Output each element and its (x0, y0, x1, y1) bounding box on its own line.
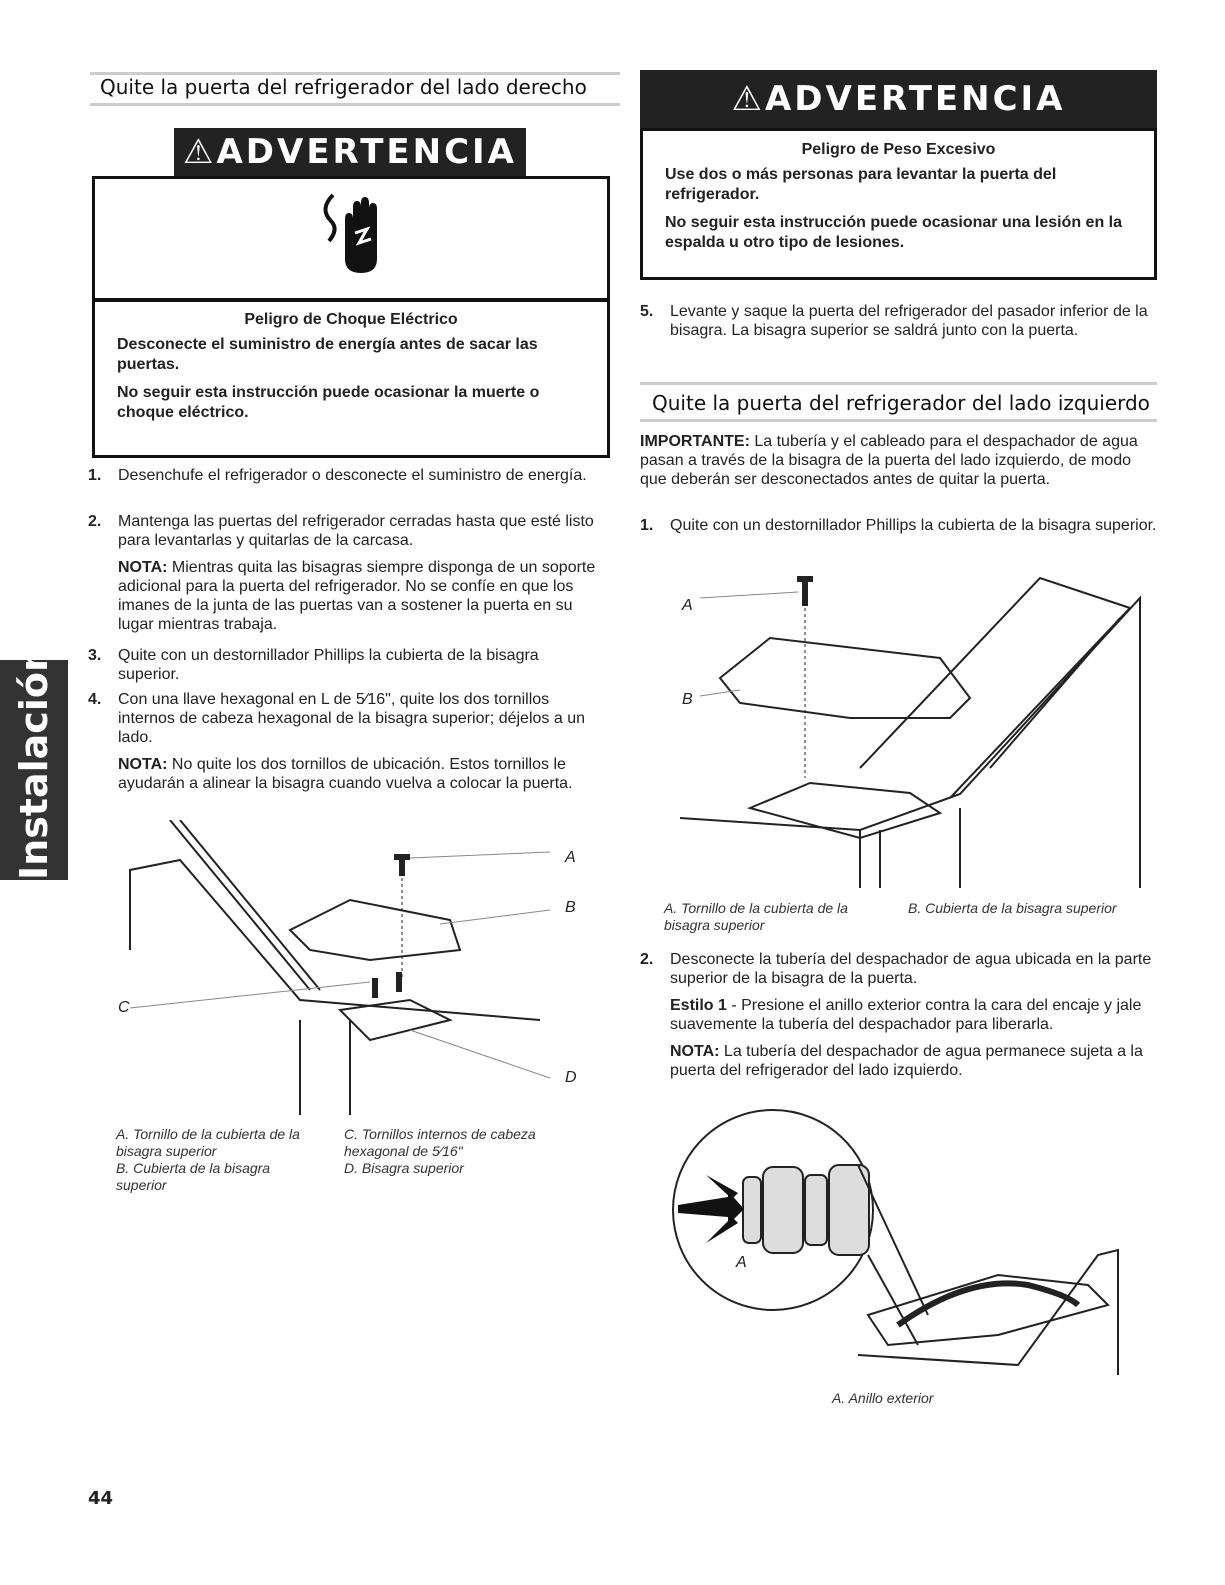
step-number: 2. (88, 513, 102, 530)
step-text: Levante y saque la puerta del refrigerador del pasador inferior de la bisagra. La bisagra superior se saldrá junto con la puerta. (670, 303, 1148, 339)
screw-icon (797, 576, 813, 606)
screw-c-icon (372, 972, 402, 998)
step-text: Mantenga las puertas del refrigerador cerradas hasta que esté listo para levantarlas y quitarlas de la carcasa. (118, 513, 594, 549)
warning-header: ⚠ADVERTENCIA (174, 128, 526, 176)
left-step-3 (88, 646, 598, 684)
step-number: 2. (640, 951, 654, 968)
important-label: IMPORTANTE: (640, 433, 750, 450)
hinge-cover (720, 638, 970, 718)
step-nota (118, 755, 598, 793)
important-text: La tubería y el cableado para el despachador de agua pasan a través de la bisagra de la puerta del lado izquierdo, de modo que deberán ser desconectados antes de quitar la puerta. (640, 433, 1138, 488)
step-text: Quite con un destornillador Phillips la cubierta de la bisagra superior. (670, 517, 1157, 534)
step-number: 3. (88, 647, 102, 664)
right-step-5 (640, 302, 1160, 340)
water-line-fitting-diagram (668, 1105, 1138, 1395)
cabinet-outline (680, 598, 1140, 888)
warning-icon-box (92, 176, 610, 302)
important-note (640, 432, 1160, 489)
left-step-2 (88, 512, 598, 634)
right-step-2 (640, 950, 1160, 1080)
step-text: Desenchufe el refrigerador o desconecte el suministro de energía. (118, 467, 587, 484)
left-door-hinge-cover-diagram (680, 568, 1160, 888)
caption-left-c: C. Tornillos internos de cabeza hexagonal de 5⁄16" (344, 1126, 536, 1159)
figure1-label-a: A (682, 597, 693, 614)
step-number: 1. (640, 517, 654, 534)
warning-line-2: No seguir esta instrucción puede ocasionar la muerte o choque eléctrico. (117, 384, 540, 421)
left-step-1 (88, 466, 598, 485)
step-text: Con una llave hexagonal en L de 5⁄16", quite los dos tornillos internos de cabeza hexagonal de la bisagra superior; déjelos a un lado. (118, 691, 585, 746)
step-text: Quite con un destornillador Phillips la cubierta de la bisagra superior. (118, 647, 539, 683)
estilo-label: Estilo 1 (670, 997, 727, 1014)
warning-electric-text-box (92, 298, 610, 458)
estilo-text: - Presione el anillo exterior contra la cara del encaje y jale suavemente la tubería del despachador para liberarla. (670, 997, 1142, 1033)
warning-line-2: No seguir esta instrucción puede ocasionar una lesión en la espalda u otro tipo de lesiones. (665, 214, 1123, 251)
electric-shock-hand-icon (313, 189, 393, 279)
door-side (300, 1020, 350, 1115)
caption-right-b: B. Cubierta de la bisagra superior (908, 900, 1117, 916)
warning-header: ⚠ADVERTENCIA (640, 70, 1157, 128)
figure-label-c: C (118, 999, 130, 1016)
warning-line-1: Use dos o más personas para levantar la puerta del refrigerador. (665, 166, 1057, 203)
door-side (860, 808, 960, 888)
warning-line-1: Desconecte el suministro de energía antes de sacar las puertas. (117, 336, 538, 373)
caption-right-a: A. Tornillo de la cubierta de la bisagra superior (664, 900, 848, 933)
section-title-right-door: Quite la puerta del refrigerador del lado derecho (90, 72, 620, 106)
page-number: 44 (88, 1488, 114, 1509)
caption-left-a: A. Tornillo de la cubierta de la bisagra superior (116, 1126, 300, 1159)
section-title-left-door: Quite la puerta del refrigerador del lado izquierdo (640, 382, 1157, 422)
hinge-plate (340, 1000, 450, 1040)
right-door-hinge-diagram (110, 820, 600, 1120)
door-top-outline (130, 860, 540, 1020)
step-number: 1. (88, 467, 102, 484)
figure-label-a: A (565, 849, 576, 866)
step-nota (118, 558, 598, 634)
nota-text: No quite los dos tornillos de ubicación. Estos tornillos le ayudarán a alinear la bisagra cuando vuelva a colocar la puerta. (118, 756, 573, 792)
nota-label: NOTA: (118, 559, 168, 576)
side-tab-instalacion: Instalación (0, 660, 68, 880)
nota-label: NOTA: (670, 1043, 720, 1060)
caption-left-d: D. Bisagra superior (344, 1160, 464, 1176)
figure-label-b: B (565, 899, 576, 916)
step-estilo (670, 996, 1160, 1034)
warning-excess-weight (640, 70, 1157, 280)
warning-subtitle: Peligro de Choque Eléctrico (244, 311, 458, 328)
screw-a-icon (394, 854, 410, 876)
figure1-label-b: B (682, 691, 693, 708)
left-step-4 (88, 690, 598, 793)
door-edge (170, 820, 320, 990)
nota-label: NOTA: (118, 756, 168, 773)
figure2-label-a: A (736, 1254, 747, 1271)
step-text: Desconecte la tubería del despachador de agua ubicada en la parte superior de la bisagra de la puerta. (670, 951, 1152, 987)
warning-subtitle: Peligro de Peso Excesivo (801, 141, 996, 158)
warning-text-box (640, 128, 1157, 280)
hinge-cover (290, 900, 460, 960)
step-nota (670, 1042, 1160, 1080)
step-number: 5. (640, 303, 654, 320)
nota-text: Mientras quita las bisagras siempre disponga de un soporte adicional para la puerta del refrigerador. No se confíe en que los imanes de la junta de las puertas van a sostener la puerta en su lugar mientras trabaja. (118, 559, 596, 633)
caption-left-b: B. Cubierta de la bisagra superior (116, 1160, 271, 1193)
step-number: 4. (88, 691, 102, 708)
figure-label-d: D (565, 1069, 577, 1086)
nota-text: La tubería del despachador de agua permanece sujeta a la puerta del refrigerador del lado izquierdo. (670, 1043, 1143, 1079)
right-step-1 (640, 516, 1160, 535)
caption-anillo: A. Anillo exterior (832, 1390, 934, 1406)
warning-electric-shock (92, 128, 610, 258)
door-frame (860, 578, 1130, 798)
